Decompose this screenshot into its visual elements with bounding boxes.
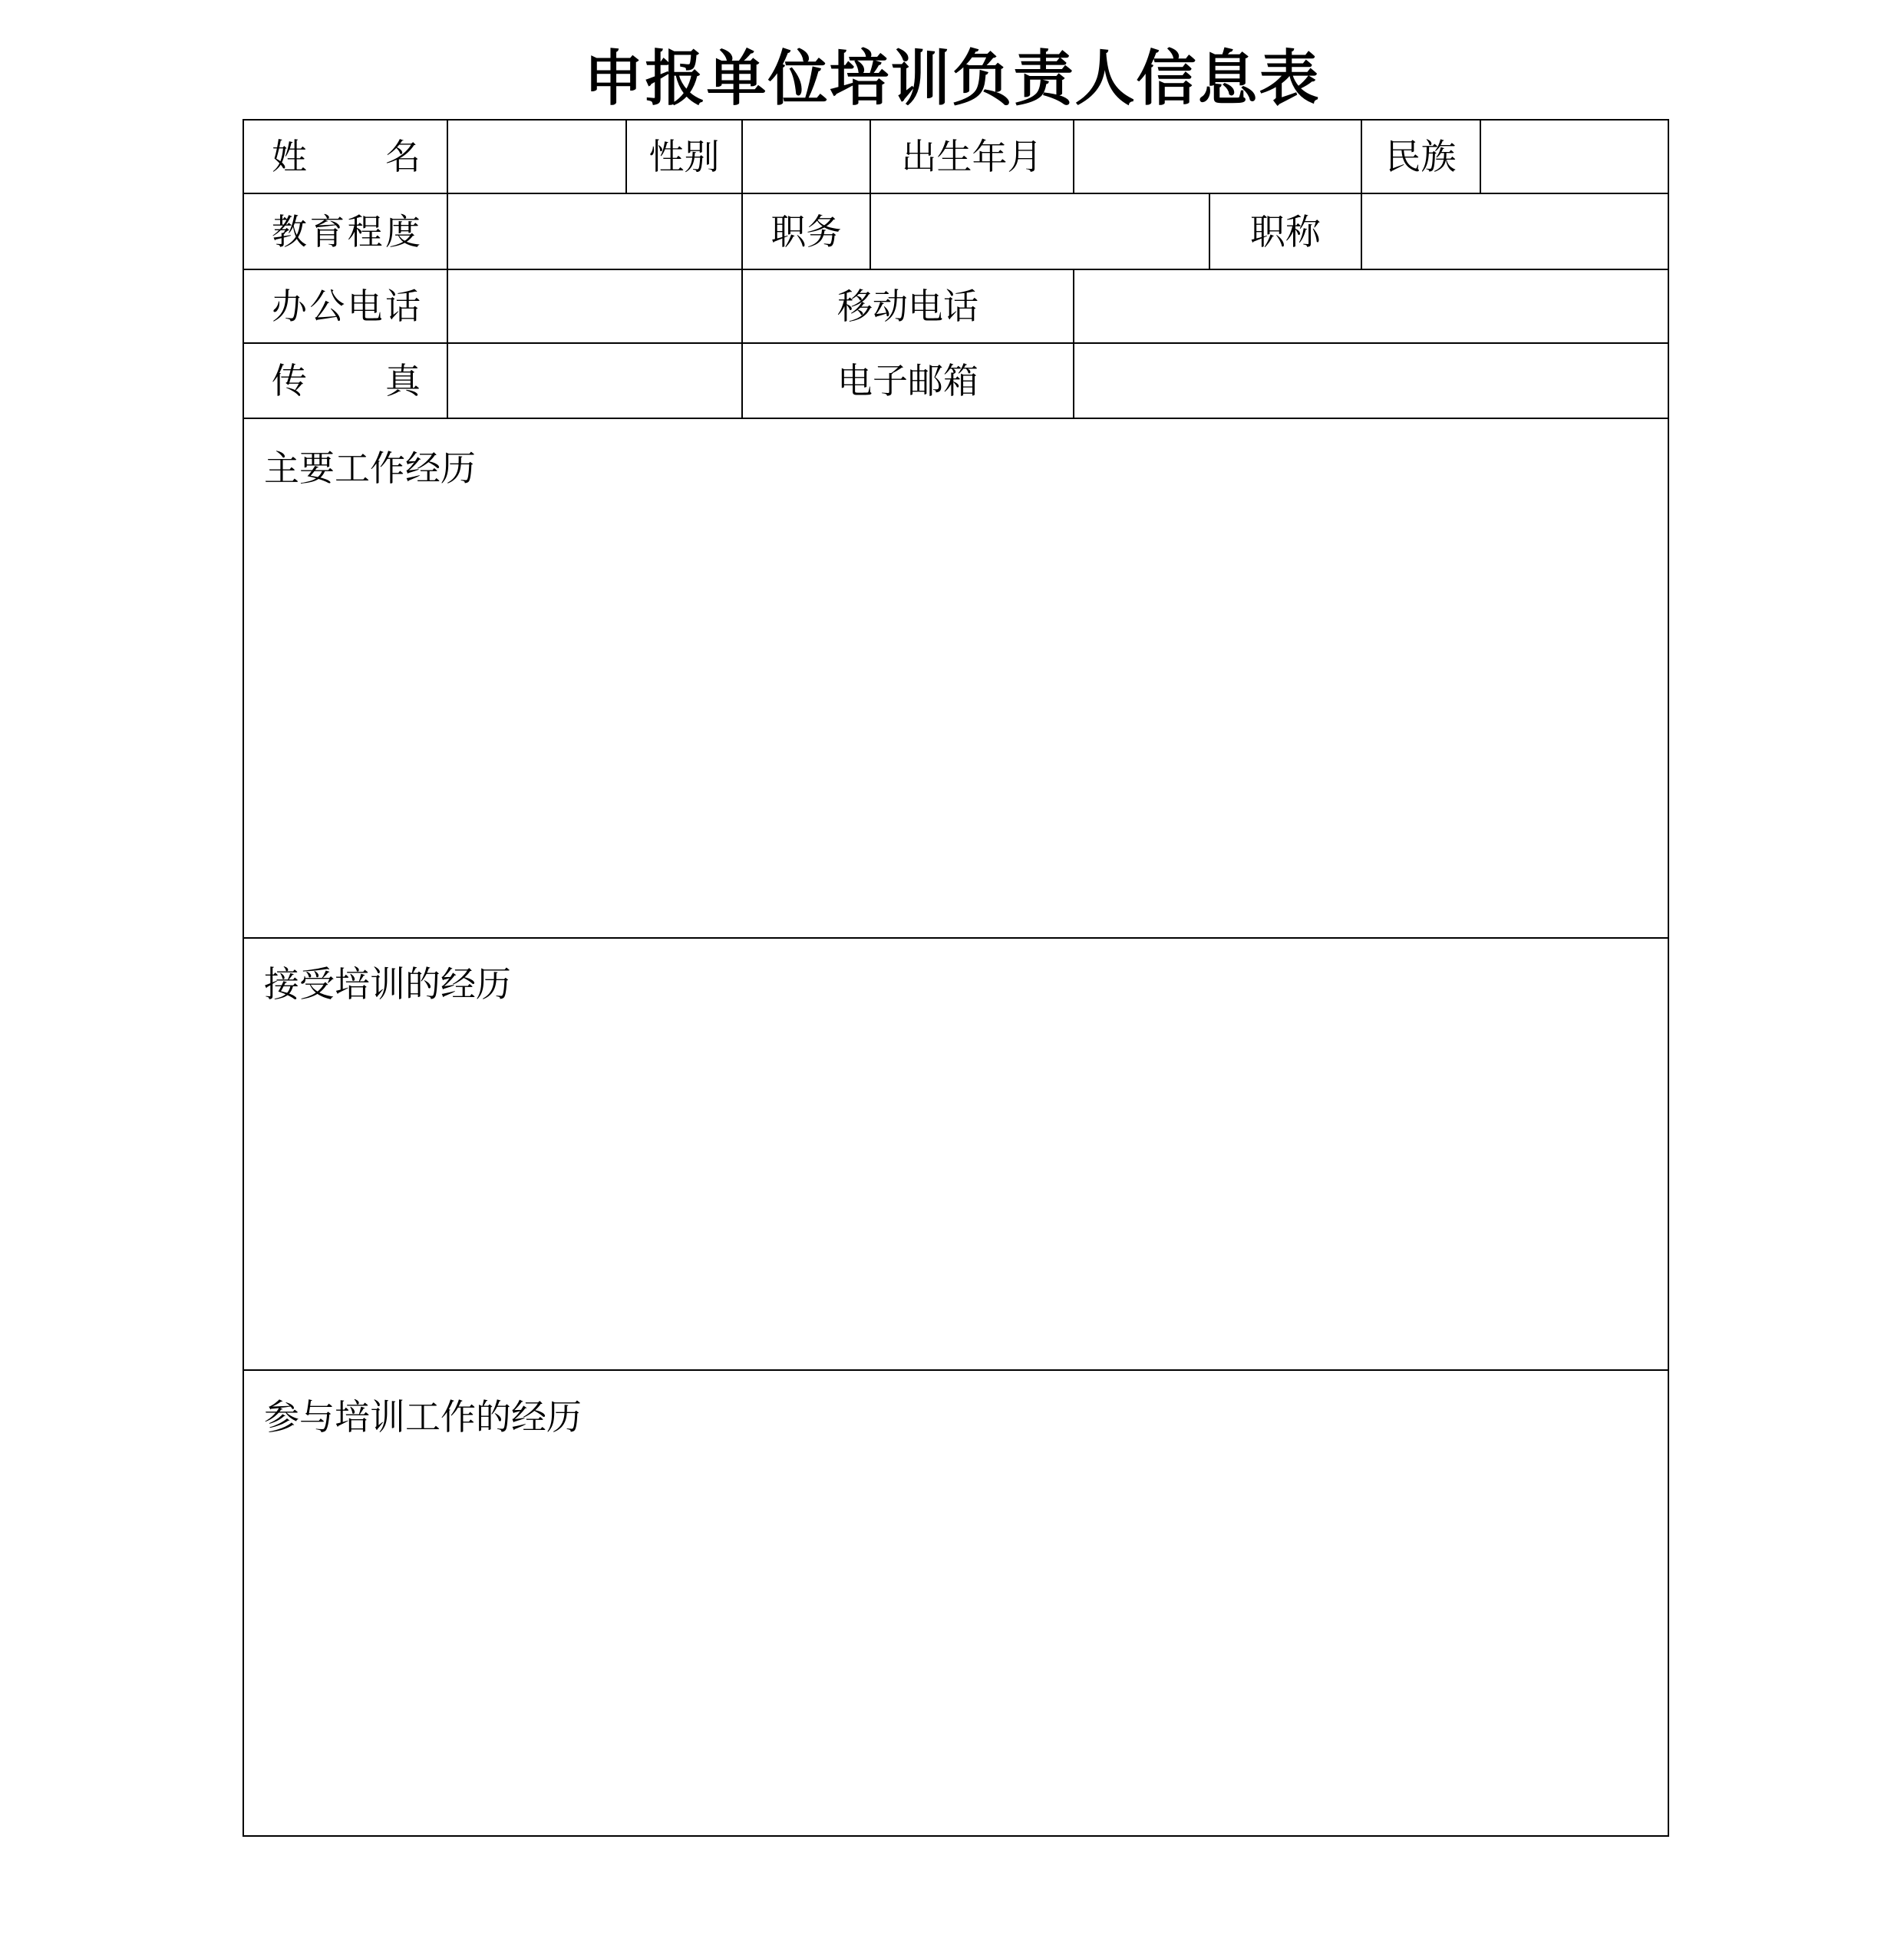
ethnicity-field[interactable]	[1481, 121, 1668, 193]
mobile-phone-field[interactable]	[1074, 270, 1668, 342]
section-divider	[244, 1369, 1668, 1371]
position-label: 职务	[771, 211, 842, 253]
email-label: 电子邮箱	[837, 360, 978, 401]
gender-label: 性别	[648, 136, 720, 177]
professional-title-field[interactable]	[1362, 194, 1668, 269]
professional-title-label: 职称	[1250, 211, 1321, 253]
training-participation-field[interactable]	[244, 1448, 1668, 1835]
training-participation-label: 参与培训工作的经历	[264, 1396, 582, 1438]
mobile-phone-label: 移动电话	[837, 286, 978, 327]
section-divider	[244, 937, 1668, 939]
name-field[interactable]	[448, 121, 625, 193]
training-received-label: 接受培训的经历	[264, 963, 511, 1005]
birth-date-label: 出生年月	[901, 136, 1043, 177]
education-field[interactable]	[448, 194, 741, 269]
form-title: 申报单位培训负责人信息表	[583, 45, 1321, 114]
birth-date-field[interactable]	[1074, 121, 1361, 193]
position-field[interactable]	[871, 194, 1209, 269]
education-label: 教育程度	[272, 211, 421, 253]
name-label: 姓 名	[272, 136, 421, 177]
email-field[interactable]	[1074, 344, 1668, 418]
ethnicity-label: 民族	[1385, 136, 1457, 177]
work-history-field[interactable]	[244, 497, 1668, 937]
training-received-field[interactable]	[244, 1015, 1668, 1369]
fax-field[interactable]	[448, 344, 741, 418]
row-divider	[244, 418, 1668, 419]
office-phone-label: 办公电话	[272, 286, 421, 327]
info-form	[243, 119, 1669, 1837]
fax-label: 传 真	[272, 360, 421, 401]
work-history-label: 主要工作经历	[264, 447, 476, 489]
office-phone-field[interactable]	[448, 270, 741, 342]
gender-field[interactable]	[743, 121, 870, 193]
